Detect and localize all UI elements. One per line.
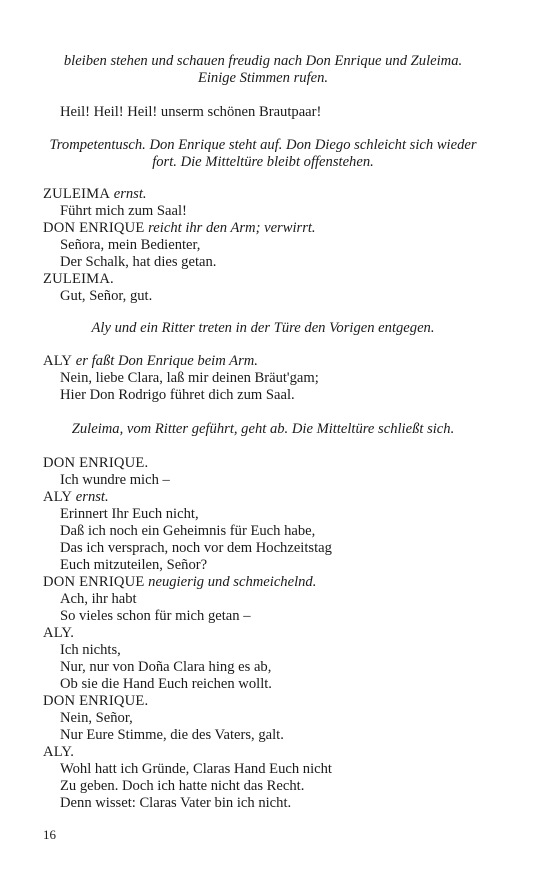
speaker-name: ALY. <box>43 625 75 641</box>
speaker-direction: er faßt Don Enrique beim Arm. <box>75 353 258 369</box>
stage-direction <box>43 320 483 337</box>
verse-line: Das ich versprach, noch vor dem Hochzeitstag <box>60 540 332 556</box>
verse-line: Denn wisset: Claras Vater bin ich nicht. <box>60 795 292 811</box>
speaker-direction: ernst. <box>113 186 147 202</box>
verse-line: Ich nichts, <box>60 642 121 658</box>
speaker-name: ALY. <box>43 744 75 760</box>
text-line: Zuleima, vom Ritter geführt, geht ab. Die Mitteltüre schließt sich. <box>71 421 455 437</box>
speaker-name: ALY <box>43 489 73 505</box>
speaker-direction: ernst. <box>75 489 109 505</box>
verse-line: Ich wundre mich – <box>60 472 170 488</box>
speaker-line <box>43 455 483 472</box>
verse-block <box>43 104 483 121</box>
dialogue-block <box>43 186 483 305</box>
stage-direction <box>43 421 483 438</box>
speaker-name: ZULEIMA. <box>43 271 114 287</box>
verse-line: Zu geben. Doch ich hatte nicht das Recht. <box>60 778 305 794</box>
speaker-line <box>43 220 483 237</box>
dialogue-block <box>43 455 483 812</box>
verse-line: Euch mitzuteilen, Señor? <box>60 557 208 573</box>
speaker-direction: neugierig und schmeichelnd. <box>148 574 317 590</box>
speaker-name: DON ENRIQUE <box>43 574 145 590</box>
verse-line: Ob sie die Hand Euch reichen wollt. <box>60 676 272 692</box>
verse-line: Ach, ihr habt <box>60 591 137 607</box>
speaker-name: DON ENRIQUE <box>43 220 145 236</box>
speaker-line <box>43 271 483 288</box>
verse-line: Nur, nur von Doña Clara hing es ab, <box>60 659 272 675</box>
text-line: Aly und ein Ritter treten in der Türe den Vorigen entgegen. <box>91 320 435 336</box>
stage-direction <box>43 53 483 87</box>
verse-line: Erinnert Ihr Euch nicht, <box>60 506 199 522</box>
speaker-name: DON ENRIQUE. <box>43 455 149 471</box>
speaker-line <box>43 574 483 591</box>
stage-direction <box>43 137 483 171</box>
verse-line: Heil! Heil! Heil! unserm schönen Brautpaar! <box>60 104 322 120</box>
text-line: fort. Die Mitteltüre bleibt offenstehen. <box>152 154 374 170</box>
dialogue-block <box>43 353 483 404</box>
verse-line: Gut, Señor, gut. <box>60 288 153 304</box>
text-line: bleiben stehen und schauen freudig nach Don Enrique und Zuleima. <box>63 53 463 69</box>
speaker-line <box>43 489 483 506</box>
text-line: Einige Stimmen rufen. <box>197 70 329 86</box>
speaker-line <box>43 353 483 370</box>
speaker-name: ZULEIMA <box>43 186 111 202</box>
verse-line: Führt mich zum Saal! <box>60 203 187 219</box>
speaker-line <box>43 744 483 761</box>
text-line: Trompetentusch. Don Enrique steht auf. Don Diego schleicht sich wieder <box>49 137 477 153</box>
speaker-line <box>43 625 483 642</box>
verse-line: Nein, Señor, <box>60 710 133 726</box>
verse-line: Nein, liebe Clara, laß mir deinen Bräut'gam; <box>60 370 319 386</box>
verse-line: Señora, mein Bedienter, <box>60 237 201 253</box>
verse-line: Der Schalk, hat dies getan. <box>60 254 217 270</box>
speaker-name: ALY <box>43 353 73 369</box>
verse-line: Daß ich noch ein Geheimnis für Euch habe, <box>60 523 316 539</box>
verse-line: Wohl hatt ich Gründe, Claras Hand Euch nicht <box>60 761 332 777</box>
speaker-name: DON ENRIQUE. <box>43 693 149 709</box>
verse-line: So vieles schon für mich getan – <box>60 608 251 624</box>
verse-line: Hier Don Rodrigo führet dich zum Saal. <box>60 387 295 403</box>
speaker-line <box>43 693 483 710</box>
page-number: 16 <box>43 827 56 842</box>
speaker-line <box>43 186 483 203</box>
speaker-direction: reicht ihr den Arm; verwirrt. <box>148 220 316 236</box>
verse-line: Nur Eure Stimme, die des Vaters, galt. <box>60 727 284 743</box>
